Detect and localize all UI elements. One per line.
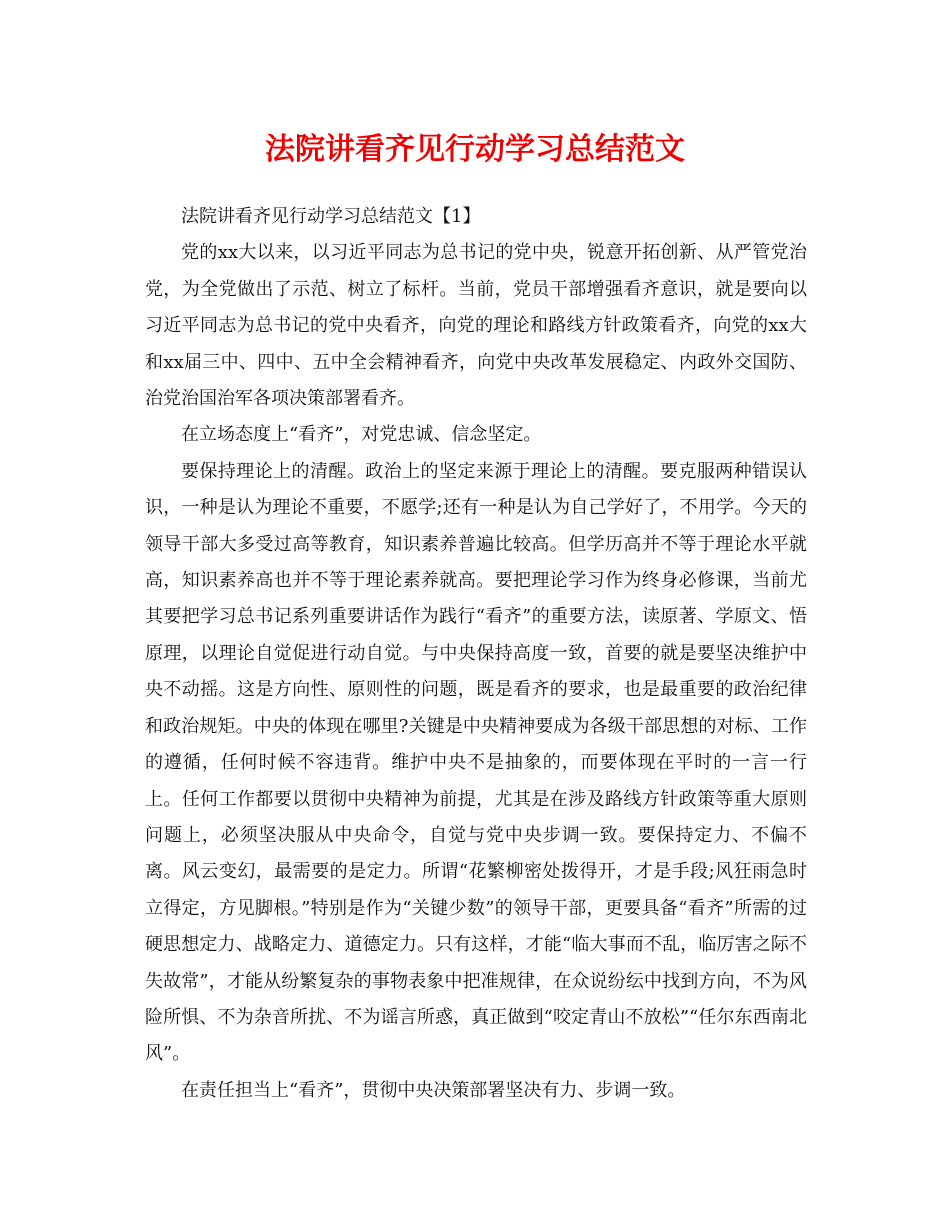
section-heading-responsibility: 在责任担当上“看齐”，贯彻中央决策部署坚决有力、步调一致。 [181,1079,686,1101]
subtitle-paragraph: 法院讲看齐见行动学习总结范文【1】 [181,206,481,227]
document-body [145,199,807,1109]
document-title: 法院讲看齐见行动学习总结范文 [265,132,685,167]
theory-paragraph: 要保持理论上的清醒。政治上的坚定来源于理论上的清醒。要克服两种错误认识，一种是认为理论不重要，不愿学;还有一种是认为自己学好了，不用学。今天的领导干部大多受过高等教育，知识素养普遍比较高。但学历高并不等于理论水平就高，知识素养高也并不等于理论素养就高。要把理论学习作为终身必修课，当前尤其要把学习总书记系列重要讲话作为践行“看齐”的重要方法，读原著、学原文、悟原理，以理论自觉促进行动自觉。与中央保持高度一致，首要的就是要坚决维护中央不动摇。这是方向性、原则性的问题，既是看齐的要求，也是最重要的政治纪律和政治规矩。中央的体现在哪里?关键是中央精神要成为各级干部思想的对标、工作的遵循，任何时候不容违背。维护中央不是抽象的，而要体现在平时的一言一行上。任何工作都要以贯彻中央精神为前提，尤其是在涉及路线方针政策等重大原则问题上，必须坚决服从中央命令，自觉与党中央步调一致。要保持定力、不偏不离。风云变幻，最需要的是定力。所谓“花繁柳密处拨得开，才是手段;风狂雨急时立得定，方见脚根。”特别是作为“关键少数”的领导干部，更要具备“看齐”所需的过硬思想定力、战略定力、道德定力。只有这样，才能“临大事而不乱，临厉害之际不失故常”，才能从纷繁复杂的事物表象中把准规律，在众说纷纭中找到方向，不为风险所惧、不为杂音所扰、不为谣言所惑，真正做到“咬定青山不放松”“任尔东西南北风”。 [145,460,807,1065]
section-heading-stance: 在立场态度上“看齐”，对党忠诚、信念坚定。 [181,424,542,446]
intro-paragraph: 党的xx大以来，以习近平同志为总书记的党中央，锐意开拓创新、从严管党治党，为全党做出了示范、树立了标杆。当前，党员干部增强看齐意识，就是要向以习近平同志为总书记的党中央看齐，向党的理论和路线方针政策看齐，向党的xx大和xx届三中、四中、五中全会精神看齐，向党中央改革发展稳定、内政外交国防、治党治国治军各项决策部署看齐。 [145,242,807,410]
